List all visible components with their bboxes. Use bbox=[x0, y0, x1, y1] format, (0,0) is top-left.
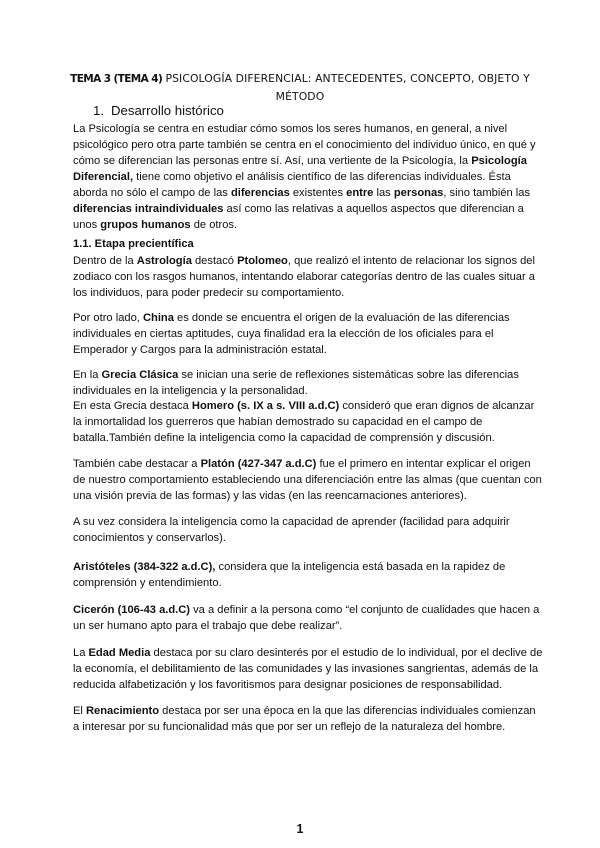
title-tema: TEMA 3 (TEMA 4) bbox=[70, 73, 163, 85]
paragraph-renacimiento: El Renacimiento destaca por ser una época en la que las diferencias individuales comienzan a interesar por su funcionalidad más que por ser un reflejo de la naturaleza del hombre. bbox=[73, 705, 536, 733]
paragraph-platon: También cabe destacar a Platón (427-347 a.d.C) fue el primero en intentar explicar el origen de nuestro comportamiento estableciendo una diferenciación entre las almas (que cuentan con una visión previa de las formas) y las vidas (en las reencarnaciones anteriores). bbox=[73, 458, 542, 502]
section-heading bbox=[93, 103, 224, 118]
title-text: PSICOLOGÍA DIFERENCIAL: ANTECEDENTES, CONCEPTO, OBJETO Y MÉTODO bbox=[165, 72, 530, 103]
paragraph-astrologia: Dentro de la Astrología destacó Ptolomeo, que realizó el intento de relacionar los signos del zodiaco con los rasgos humanos, intentando elaborar categorías dentro de las cuales situar a los individuos, para poder predecir su comportamiento. bbox=[73, 255, 535, 299]
paragraph-grecia: En la Grecia Clásica se inician una serie de reflexiones sistemáticas sobre las diferencias individuales en la inteligencia y la personalidad. bbox=[73, 369, 519, 397]
paragraph-edad-media: La Edad Media destaca por su claro desinterés por el estudio de lo individual, por el declive de la economía, el debilitamiento de las comunidades y las invasiones sangrientas, además de la reducida alfabetización y los favoritismos para designar posiciones de responsabilidad. bbox=[73, 647, 543, 691]
paragraph-intro: La Psicología se centra en estudiar cómo somos los seres humanos, en general, a nivel psicológico pero otra parte también se centra en el conocimiento del individuo único, en qué y cómo se diferencian las personas entre sí. Así, una vertiente de la Psicología, la Psicología Diferencial, tiene como objetivo el análisis científico de las diferencias individuales. Ésta aborda no sólo el campo de las diferencias existentes entre las personas, sino también las diferencias intraindividuales así como las relativas a aquellos aspectos que diferencian a unos grupos humanos de otros. bbox=[73, 123, 536, 231]
document-title bbox=[70, 70, 530, 105]
paragraph-platon-inteligencia: A su vez considera la inteligencia como la capacidad de aprender (facilidad para adquirir conocimientos y conservarlos). bbox=[73, 516, 510, 544]
paragraph-aristoteles: Aristóteles (384-322 a.d.C), considera que la inteligencia está basada en la rapidez de comprensión y entendimiento. bbox=[73, 561, 506, 589]
paragraph-ciceron: Cicerón (106-43 a.d.C) va a definir a la persona como “el conjunto de cualidades que hacen a un ser humano apto para el trabajo que debe realizar”. bbox=[73, 604, 540, 632]
subheading: 1.1. Etapa precientífica bbox=[73, 238, 194, 250]
page-number: 1 bbox=[296, 822, 304, 836]
section-label: Desarrollo histórico bbox=[111, 103, 224, 118]
paragraph-homero: En esta Grecia destaca Homero (s. IX a s. VIII a.d.C) consideró que eran dignos de alcanzar la inmortalidad los guerreros que habían demostrado su capacidad en el campo de batalla.También define la inteligencia como la capacidad de comprensión y discusión. bbox=[73, 400, 535, 444]
section-number: 1. bbox=[93, 103, 104, 118]
paragraph-china: Por otro lado, China es donde se encuentra el origen de la evaluación de las diferencias individuales en ciertas aptitudes, cuya finalidad era la elección de los oficiales para el Emperador y Cargos para la administración estatal. bbox=[73, 312, 510, 356]
